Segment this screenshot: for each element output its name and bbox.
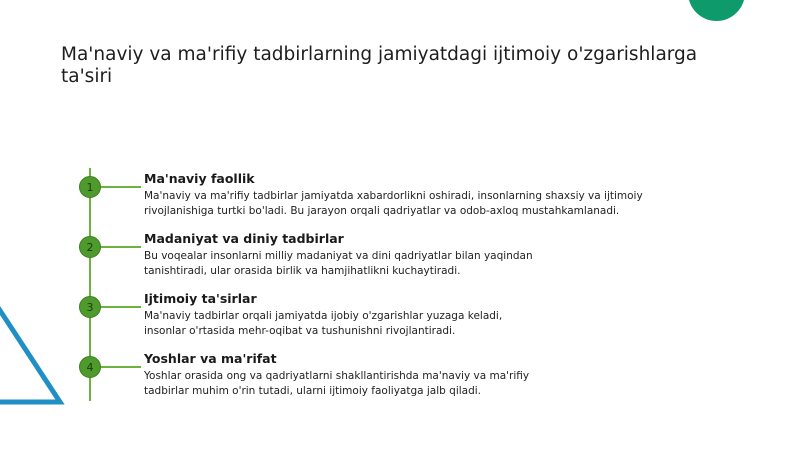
step-4-marker xyxy=(79,356,101,378)
step-3-marker xyxy=(79,296,101,318)
step-2-marker xyxy=(79,236,101,258)
timeline-item-2 xyxy=(0,230,800,290)
item-heading: Ma'naviy faollik xyxy=(144,171,255,186)
connector-line xyxy=(101,366,141,368)
timeline-item-4 xyxy=(0,350,800,410)
timeline-item-3 xyxy=(0,290,800,350)
step-number: 3 xyxy=(86,300,94,314)
item-heading: Madaniyat va diniy tadbirlar xyxy=(144,231,344,246)
connector-line xyxy=(101,186,141,188)
step-number: 1 xyxy=(86,180,94,194)
item-description: Yoshlar orasida ong va qadriyatlarni shakllantirishda ma'naviy va ma'rifiy tadbirlar muhim o'rin tutadi, ularni ijtimoiy faoliyatga jalb qiladi. xyxy=(144,370,530,397)
step-number: 4 xyxy=(86,360,94,374)
step-1-marker xyxy=(79,176,101,198)
item-heading: Yoshlar va ma'rifat xyxy=(144,351,277,366)
connector-line xyxy=(101,306,141,308)
item-heading: Ijtimoiy ta'sirlar xyxy=(144,291,257,306)
item-description: Ma'naviy tadbirlar orqali jamiyatda ijobiy o'zgarishlar yuzaga keladi, insonlar o'rtasida mehr-oqibat va tushunishni rivojlantiradi. xyxy=(144,310,503,337)
decorative-circle xyxy=(688,0,745,21)
step-number: 2 xyxy=(86,240,94,254)
timeline-item-1 xyxy=(0,170,800,230)
item-description: Bu voqealar insonlarni milliy madaniyat va dini qadriyatlar bilan yaqindan tanishtiradi, ular orasida birlik va hamjihatlikni kuchaytiradi. xyxy=(144,250,533,277)
item-description: Ma'naviy va ma'rifiy tadbirlar jamiyatda xabardorlikni oshiradi, insonlarning shaxsiy va ijtimoiy rivojlanishiga turtki bo'ladi. Bu jarayon orqali qadriyatlar va odob-axloq mustahkamlanadi. xyxy=(144,190,643,217)
connector-line xyxy=(101,246,141,248)
slide-title: Ma'naviy va ma'rifiy tadbirlarning jamiyatdagi ijtimoiy o'zgarishlarga ta'siri xyxy=(61,44,698,87)
